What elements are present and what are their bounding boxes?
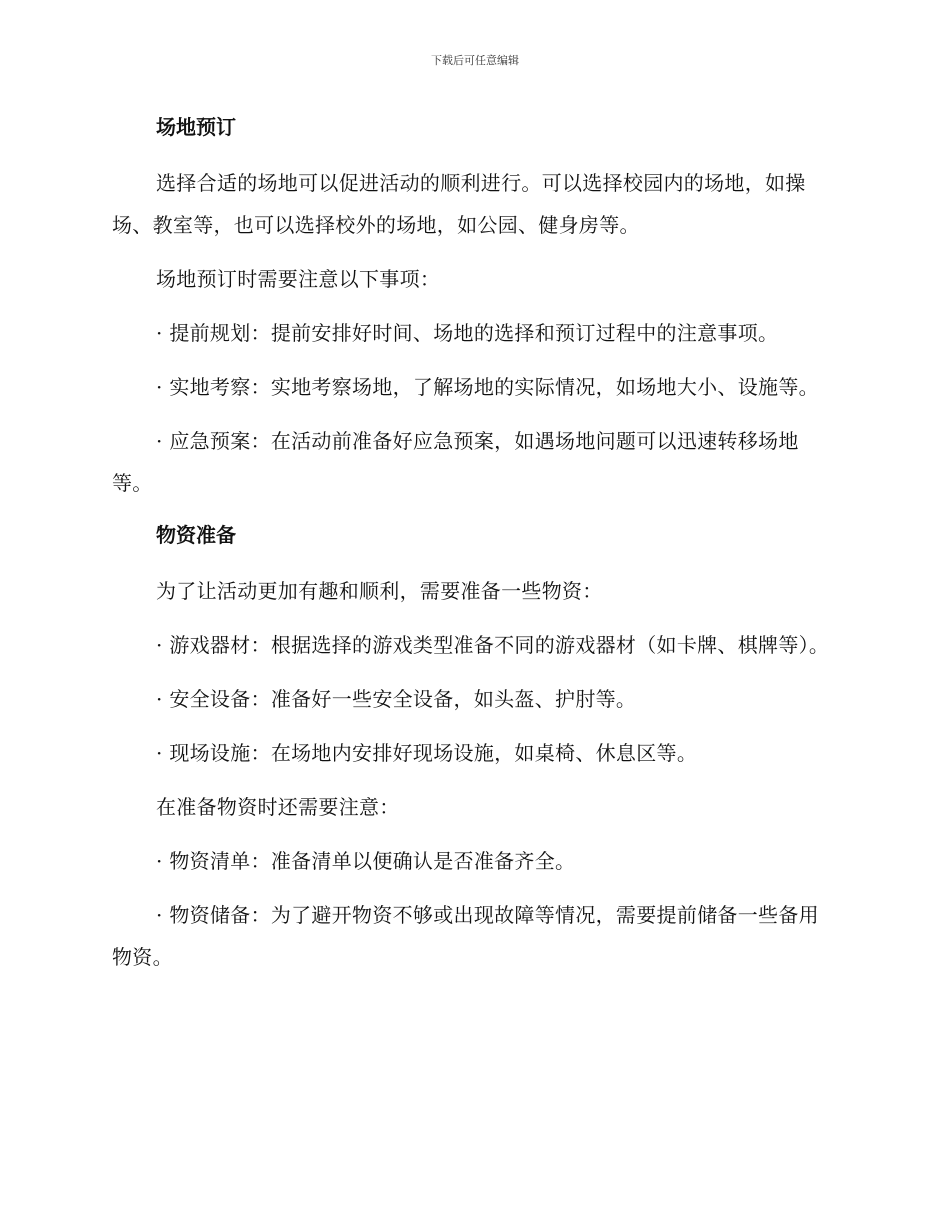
page-header: 下载后可任意编辑 bbox=[431, 54, 519, 67]
bullet-item: · 实地考察：实地考察场地，了解场地的实际情况，如场地大小、设施等。 bbox=[156, 375, 819, 399]
paragraph: 为了让活动更加有趣和顺利，需要准备一些物资： bbox=[156, 579, 603, 603]
bullet-item: · 提前规划：提前安排好时间、场地的选择和预订过程中的注意事项。 bbox=[156, 321, 779, 345]
bullet-item: · 安全设备：准备好一些安全设备，如头盔、护肘等。 bbox=[156, 687, 637, 711]
paragraph: 场地预订时需要注意以下事项： bbox=[156, 267, 441, 291]
section-heading-supplies: 物资准备 bbox=[156, 523, 236, 547]
section-heading-venue: 场地预订 bbox=[156, 115, 236, 139]
bullet-item: · 应急预案：在活动前准备好应急预案，如遇场地问题可以迅速转移场地等。 bbox=[112, 429, 799, 495]
bullet-item: · 游戏器材：根据选择的游戏类型准备不同的游戏器材（如卡牌、棋牌等）。 bbox=[156, 633, 830, 657]
paragraph: 在准备物资时还需要注意： bbox=[156, 795, 400, 819]
bullet-item: · 物资储备：为了避开物资不够或出现故障等情况，需要提前储备一些备用物资。 bbox=[112, 903, 819, 969]
bullet-item: · 物资清单：准备清单以便确认是否准备齐全。 bbox=[156, 849, 576, 873]
paragraph: 选择合适的场地可以促进活动的顺利进行。可以选择校园内的场地，如操场、教室等，也可以选择校外的场地，如公园、健身房等。 bbox=[112, 171, 806, 237]
document-body bbox=[112, 108, 834, 990]
bullet-item: · 现场设施：在场地内安排好现场设施，如桌椅、休息区等。 bbox=[156, 741, 698, 765]
